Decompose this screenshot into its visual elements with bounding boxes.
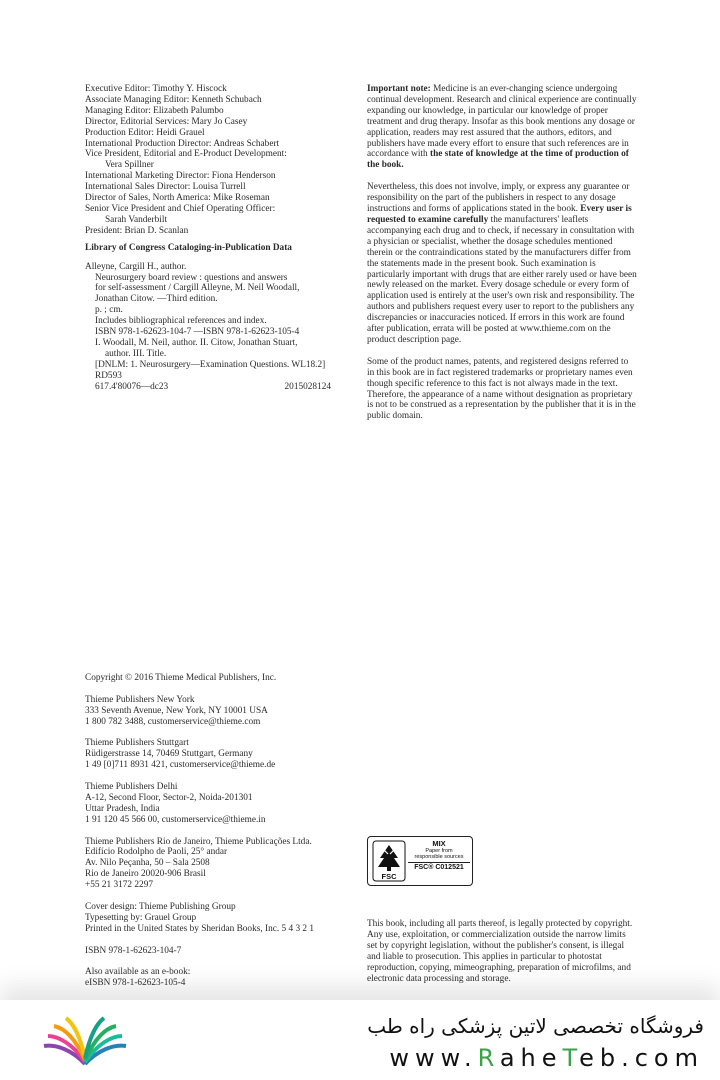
- store-name: فروشگاه تخصصی لاتین پزشکی راه طب: [367, 1014, 704, 1038]
- publisher-line: Thieme Publishers Stuttgart: [85, 738, 189, 749]
- fsc-mix-label: MIX: [432, 839, 446, 848]
- credit-line: Senior Vice President and Chief Operating Officer:: [85, 203, 276, 214]
- cip-line: Neurosurgery board review : questions and answers: [95, 272, 288, 283]
- publisher-line: Thieme Publishers New York: [85, 694, 195, 705]
- publisher-line: 1 800 782 3488, customerservice@thieme.com: [85, 716, 261, 727]
- store-banner: [0, 1000, 720, 1080]
- trademark-paragraph: Some of the product names, patents, and registered designs referred to in this book are in fact registered trademarks or proprietary names even though specific reference to this fact is not always made in the text. Therefore, the appearance of a name without designation as proprietary is not to be construed as a representation by the publisher that it is in the public domain.: [367, 356, 636, 422]
- credit-line: Director of Sales, North America: Mike Roseman: [85, 193, 270, 204]
- publisher-entry: [85, 946, 353, 968]
- important-note-label: Important note:: [367, 84, 431, 94]
- publisher-line: Thieme Publishers Delhi: [85, 782, 178, 793]
- publisher-line: Rüdigerstrasse 14, 70469 Stuttgart, Germany: [85, 749, 253, 760]
- publisher-line: Typesetting by: Grauel Group: [85, 912, 197, 923]
- fsc-logo: [367, 836, 473, 886]
- disclaimer-paragraph: Nevertheless, this does not involve, imply, or express any guarantee or responsibility on the part of the publishers in respect to any dosage instructions and forms of applications stated in the book. Every user is requested to examine carefully the manufacturers' leaflets accompanying each drug and to check, if necessary in consultation with a physician or specialist, whether the dosage schedules mentioned therein or the contraindications stated by the manufacturers differ from the statements made in the present book. Such examination is particularly important with drugs that are either rarely used or have been newly released on the market. Every dosage schedule or every form of application used is entirely at the user's own risk and responsibility. The authors and publishers request every user to report to the publishers any discrepancies or inaccuracies noticed. If errors in this work are found after publication, errata will be posted at www.thieme.com on the product description page.: [367, 182, 637, 345]
- publisher-line: +55 21 3172 2297: [85, 880, 153, 891]
- cip-line: Includes bibliographical references and index.: [95, 316, 267, 327]
- credit-line: Managing Editor: Elizabeth Palumbo: [85, 105, 224, 116]
- credit-line: Executive Editor: Timothy Y. Hiscock: [85, 84, 227, 94]
- credit-line: International Sales Director: Louisa Turrell: [85, 182, 246, 193]
- notice-block: [367, 84, 637, 433]
- publisher-line: Cover design: Thieme Publishing Group: [85, 901, 236, 912]
- publisher-line: Av. Nilo Peçanha, 50 – Sala 2508: [85, 858, 210, 869]
- svg-text:FSC: FSC: [381, 872, 397, 881]
- credit-line: International Marketing Director: Fiona Henderson: [85, 171, 276, 182]
- publisher-line: Also available as an e-book:: [85, 967, 191, 978]
- cip-line: RD593: [95, 370, 122, 381]
- cip-line: ISBN 978-1-62623-104-7 —ISBN 978-1-62623-105-4: [95, 327, 300, 338]
- credits-block: [85, 84, 353, 392]
- publisher-line: Edifício Rodolpho de Paoli, 25° andar: [85, 847, 228, 858]
- cip-line: I. Woodall, M. Neil, author. II. Citow, Jonathan Stuart,: [95, 337, 298, 348]
- copyright-notice: [367, 919, 637, 984]
- fsc-tree-icon: [372, 840, 406, 882]
- credit-line: Director, Editorial Services: Mary Jo Casey: [85, 116, 248, 127]
- fsc-code: FSC® C012521: [408, 862, 470, 873]
- publisher-entry: [85, 695, 353, 739]
- publisher-entry: [85, 902, 353, 946]
- publisher-line: ISBN 978-1-62623-104-7: [85, 945, 182, 956]
- credit-line: Sarah Vanderbilt: [105, 214, 168, 225]
- cip-title: Library of Congress Cataloging-in-Publication Data: [85, 242, 292, 253]
- publisher-line: Rio de Janeiro 20020-906 Brasil: [85, 869, 206, 880]
- credit-line: International Production Director: Andreas Schabert: [85, 138, 280, 149]
- cip-classification-row: [85, 382, 331, 393]
- credit-line: Associate Managing Editor: Kenneth Schubach: [85, 94, 262, 105]
- credit-line: President: Brian D. Scanlan: [85, 225, 189, 236]
- publisher-addresses: [85, 695, 353, 989]
- publisher-block: [85, 673, 353, 989]
- publisher-entry: [85, 837, 353, 902]
- legal-protection-text: This book, including all parts thereof, is legally protected by copyright. Any use, exploitation, or commercialization outside the narrow limits set by copyright legislation, without the publisher's consent, is illegal and liable to prosecution. This applies in particular to photostat reproduction, copying, mimeographing, preparation of microfilms, and electronic data processing and storage.: [367, 919, 633, 984]
- copyright-line: Copyright © 2016 Thieme Medical Publishers, Inc.: [85, 673, 277, 683]
- publisher-line: eISBN 978-1-62623-105-4: [85, 978, 186, 989]
- fsc-sub-2: responsible sources: [414, 854, 464, 861]
- cip-line: Alleyne, Cargill H., author.: [85, 261, 187, 272]
- publisher-entry: [85, 738, 353, 782]
- cip-class: 617.4'80076—dc23: [95, 381, 169, 392]
- fsc-sub-1: Paper from: [425, 848, 453, 854]
- publisher-line: 333 Seventh Avenue, New York, NY 10001 USA: [85, 705, 268, 716]
- cip-line: for self-assessment / Cargill Alleyne, M. Neil Woodall,: [95, 283, 300, 294]
- publisher-line: Printed in the United States by Sheridan Books, Inc. 5 4 3 2 1: [85, 923, 315, 934]
- cip-line: p. ; cm.: [95, 305, 123, 316]
- cip-line: Jonathan Citow. —Third edition.: [95, 294, 218, 305]
- publisher-line: Uttar Pradesh, India: [85, 803, 160, 814]
- store-url[interactable]: www.RaheTeb.com: [389, 1044, 704, 1072]
- credit-line: Vera Spillner: [105, 160, 154, 171]
- cip-record: [85, 262, 353, 382]
- publisher-line: 1 49 [0]711 8931 421, customerservice@thieme.de: [85, 760, 276, 771]
- important-note: Important note: Medicine is an ever-changing science undergoing continual development. Research and clinical experience are continually expanding our knowledge, in particular our knowledge of proper treatment and drug therapy. Insofar as this book mentions any dosage or application, readers may rest assured that the authors, editors, and publishers have made every effort to ensure that such references are in accordance with the state of knowledge at the time of production of the book.: [367, 84, 637, 171]
- credits-list: [85, 84, 353, 237]
- cip-number: 2015028124: [284, 381, 331, 392]
- publisher-line: Thieme Publishers Rio de Janeiro, Thieme Publicações Ltda.: [85, 836, 312, 847]
- publisher-entry: [85, 967, 353, 989]
- cip-line: author. III. Title.: [105, 348, 167, 359]
- publisher-entry: [85, 782, 353, 837]
- cip-line: [DNLM: 1. Neurosurgery—Examination Questions. WL18.2]: [95, 359, 326, 370]
- publisher-line: A-12, Second Floor, Sector-2, Noida-201301: [85, 792, 253, 803]
- publisher-line: 1 91 120 45 566 00, customerservice@thieme.in: [85, 814, 266, 825]
- open-book-logo-icon: [40, 1014, 130, 1068]
- credit-line: Vice President, Editorial and E-Product Development:: [85, 149, 287, 160]
- credit-line: Production Editor: Heidi Grauel: [85, 127, 205, 138]
